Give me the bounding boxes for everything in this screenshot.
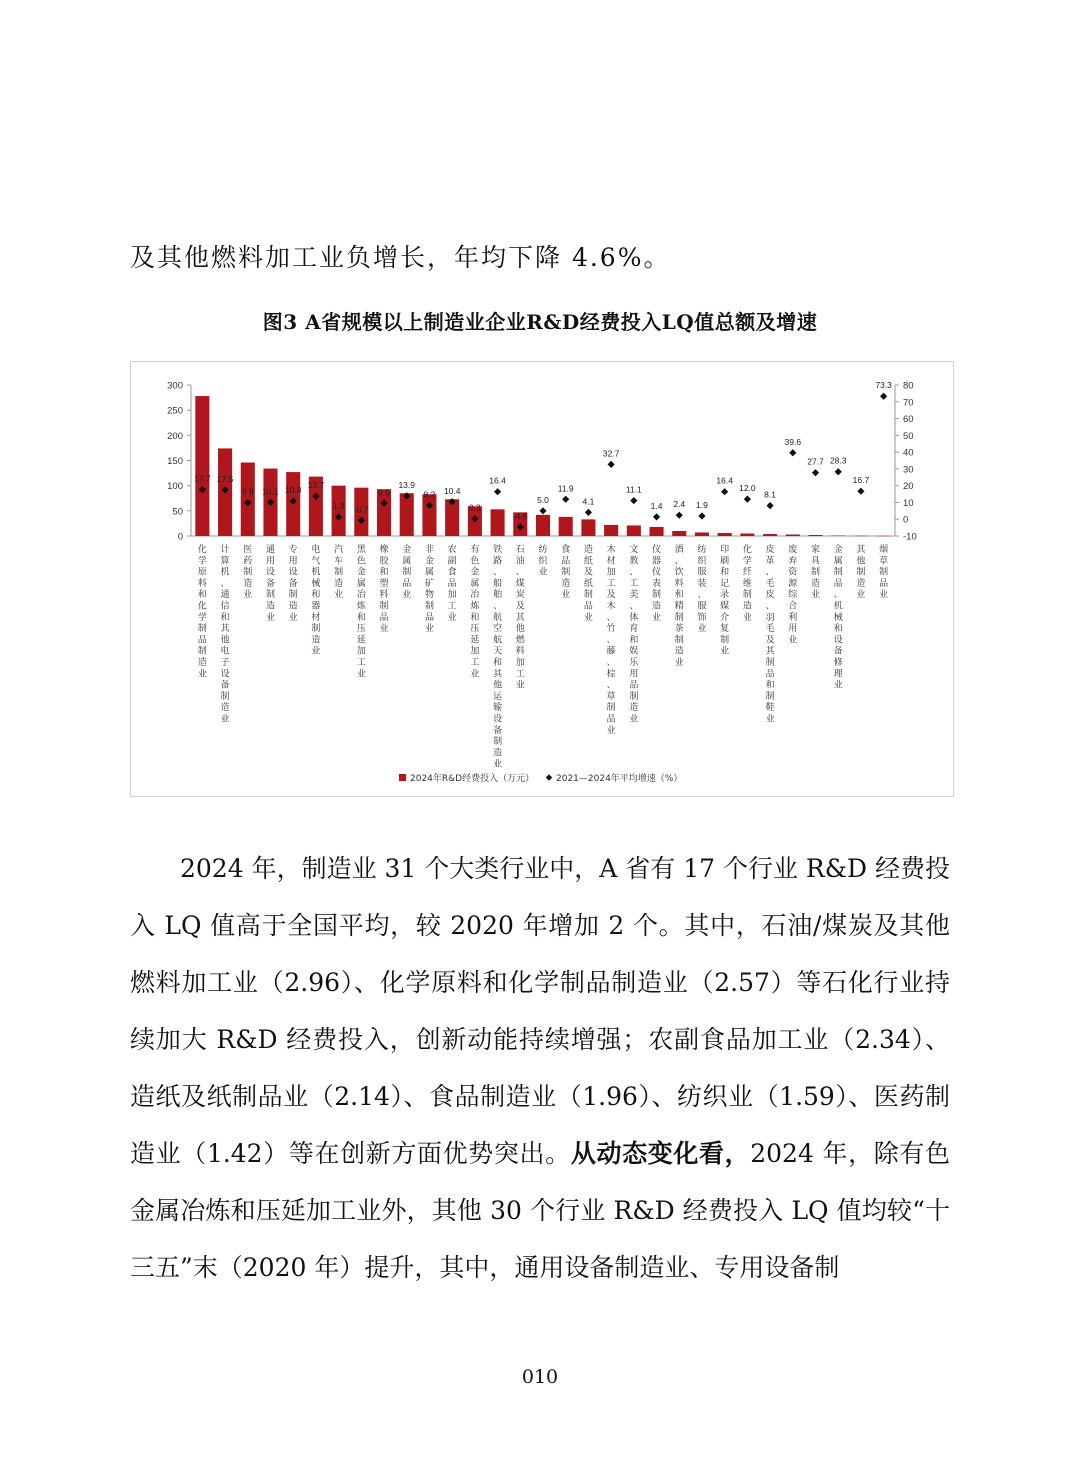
data-label: 28.3 — [829, 455, 847, 466]
category-label: 计算机、通信和其他电子设备制造业 — [220, 545, 230, 725]
growth-point — [653, 513, 660, 520]
right-tick-label: 0 — [903, 514, 909, 526]
category-label: 非金属矿物制品业 — [424, 545, 434, 635]
bar — [763, 534, 777, 536]
data-label: 16.4 — [716, 475, 733, 486]
category-label: 皮革、毛皮、羽毛及其制品和制鞋业 — [765, 545, 775, 725]
bar — [831, 535, 845, 536]
growth-point — [857, 488, 864, 495]
growth-point — [698, 512, 705, 519]
legend-marker-swatch — [546, 774, 552, 780]
growth-point — [812, 469, 819, 476]
bar — [581, 519, 595, 536]
data-label: 39.6 — [784, 436, 802, 447]
chart-svg — [131, 362, 953, 796]
category-label: 石油、煤炭及其他燃料加工业 — [515, 545, 525, 691]
data-label: 10.1 — [262, 486, 279, 497]
category-label: 其他制造业 — [856, 545, 866, 601]
growth-point — [744, 495, 751, 502]
category-label: 通用设备制造业 — [265, 545, 275, 623]
category-label: 文教、工美、体育和娱乐用品制造业 — [629, 545, 639, 725]
data-label: 8.2 — [423, 489, 436, 500]
growth-point — [585, 509, 592, 516]
category-label: 有色金属冶炼和压延加工业 — [470, 545, 480, 680]
category-label: 橡胶和塑料制品业 — [379, 545, 389, 635]
data-label: 0.3 — [468, 502, 481, 513]
growth-point — [721, 488, 728, 495]
category-label: 铁路、船舶、航空航天和其他运输设备制造业 — [493, 545, 503, 770]
growth-point — [835, 468, 842, 475]
data-label: 11.9 — [557, 483, 574, 494]
right-tick-label: 50 — [903, 430, 914, 442]
right-tick-label: 30 — [903, 464, 914, 476]
category-label: 化学原料和化学制品制造业 — [197, 545, 207, 680]
growth-point — [562, 496, 569, 503]
paragraph-part1: 2024 年，制造业 31 个大类行业中，A 省有 17 个行业 R&D 经费投入 LQ 值高于全国平均，较 2020 年增加 2 个。其中，石油/煤炭及其他燃料加工业（2.96）、化学原料和化学制品制造业（2.57）等石化行业持续加大 R&D 经费投入，创新动能持续增强；农副食品加工业（2.34）、造纸及纸制品业（2.14）、食品制造业（1.96）、纺织业（1.59）、医药制造业（1.42）等在创新方面优势突出。 — [130, 854, 950, 1168]
right-tick-label: 70 — [903, 397, 914, 409]
data-label: 4.1 — [582, 496, 595, 507]
right-tick-label: 20 — [903, 481, 914, 493]
data-label: 13.9 — [398, 479, 416, 490]
right-tick-label: 80 — [903, 380, 914, 392]
category-label: 金属制品业 — [402, 545, 412, 601]
legend-bar-swatch — [399, 774, 406, 781]
page-number: 010 — [521, 1366, 559, 1388]
growth-point — [608, 461, 615, 468]
data-label: 27.7 — [807, 456, 824, 467]
data-label: 17.7 — [194, 473, 211, 484]
bar — [604, 525, 618, 536]
category-label: 专用设备制造业 — [288, 545, 298, 623]
data-label: 2.4 — [673, 499, 686, 510]
category-label: 化学纤维制造业 — [742, 545, 752, 623]
category-label: 食品制造业 — [561, 545, 571, 601]
data-label: -0.7 — [353, 504, 369, 515]
data-label: -4.6 — [512, 510, 528, 521]
data-label: 13.7 — [307, 480, 325, 491]
data-label: 10.4 — [443, 485, 461, 496]
bar — [627, 525, 641, 536]
bar — [400, 493, 414, 536]
category-label: 仪器仪表制造业 — [652, 545, 662, 623]
category-label: 农副食品加工业 — [447, 545, 457, 623]
chart-container — [130, 361, 954, 797]
growth-point — [539, 507, 546, 514]
bar — [786, 534, 800, 536]
left-tick-label: 200 — [167, 430, 183, 442]
intro-line: 及其他燃料加工业负增长，年均下降 4.6%。 — [130, 243, 671, 272]
figure-title: 图3 A省规模以上制造业企业R&D经费投入LQ值总额及增速 — [262, 310, 818, 334]
left-tick-label: 100 — [167, 481, 183, 493]
bar — [195, 396, 209, 536]
bar — [536, 515, 550, 536]
bar — [650, 527, 664, 536]
bar — [718, 533, 732, 536]
left-tick-label: 250 — [167, 405, 183, 417]
bar — [491, 509, 505, 536]
data-label: 17.5 — [216, 473, 234, 484]
data-label: 5.0 — [537, 494, 549, 505]
paragraph-bold: 从动态变化看， — [570, 1139, 751, 1168]
right-tick-label: 40 — [903, 447, 914, 459]
category-label: 汽车制造业 — [334, 545, 344, 601]
data-label: 10.8 — [284, 485, 302, 496]
left-tick-label: 0 — [177, 531, 183, 543]
bar — [740, 533, 754, 536]
growth-point — [676, 512, 683, 519]
bar — [559, 517, 573, 536]
category-label: 木材加工及木、竹、藤、棕、草制品业 — [606, 545, 616, 736]
bar — [672, 531, 686, 536]
category-label: 金属制品、机械和设备修理业 — [833, 545, 843, 691]
data-label: 16.7 — [852, 475, 870, 486]
data-label: 32.7 — [602, 448, 620, 459]
data-label: 1.9 — [696, 500, 708, 511]
growth-point — [880, 393, 887, 400]
data-label: 8.1 — [764, 489, 777, 500]
legend-marker-label: 2021—2024年平均增速（%） — [556, 774, 683, 784]
growth-point — [494, 488, 501, 495]
left-tick-label: 300 — [167, 380, 183, 392]
category-label: 医药制造业 — [243, 545, 253, 601]
right-tick-label: 60 — [903, 414, 914, 426]
category-label: 酒、饮料和精制茶制造业 — [674, 545, 684, 668]
bar — [422, 494, 436, 536]
data-label: 73.3 — [875, 380, 892, 391]
data-label: 9.9 — [241, 486, 254, 497]
body-paragraph — [130, 840, 950, 1296]
legend-bar-label: 2024年R&D经费投入（万元） — [410, 774, 535, 784]
category-label: 纺织服装、服饰业 — [697, 545, 707, 635]
category-label: 家具制造业 — [811, 545, 821, 601]
bar — [808, 535, 822, 536]
category-label: 黑色金属冶炼和压延加工业 — [356, 545, 366, 680]
right-tick-label: 10 — [903, 497, 914, 509]
right-tick-label: -10 — [903, 531, 917, 543]
data-label: 16.4 — [489, 475, 506, 486]
category-label: 印刷和记录媒介复制业 — [720, 545, 730, 657]
data-label: 9.5 — [378, 487, 390, 498]
data-label: 11.1 — [625, 484, 642, 495]
growth-point — [630, 497, 637, 504]
growth-point — [766, 502, 773, 509]
category-label: 造纸及纸制品业 — [583, 545, 593, 623]
data-label: 1.3 — [332, 501, 345, 512]
paragraph-part2: 2024 年，除有色金属冶炼和压延加工业外，其他 30 个行业 R&D 经费投入 LQ 值均较“十三五”末（2020 年）提升，其中，通用设备制造业、专用设备制 — [130, 1139, 950, 1282]
growth-point — [789, 449, 796, 456]
left-tick-label: 150 — [167, 456, 183, 467]
category-label: 烟草制品业 — [879, 545, 889, 601]
bar — [695, 532, 709, 536]
category-label: 纺织业 — [538, 545, 548, 578]
left-tick-label: 50 — [172, 506, 183, 518]
data-label: 12.0 — [739, 483, 756, 494]
category-label: 电气机械和器材制造业 — [311, 545, 321, 657]
category-label: 废弃资源综合利用业 — [788, 545, 798, 646]
data-label: 1.4 — [650, 500, 663, 511]
